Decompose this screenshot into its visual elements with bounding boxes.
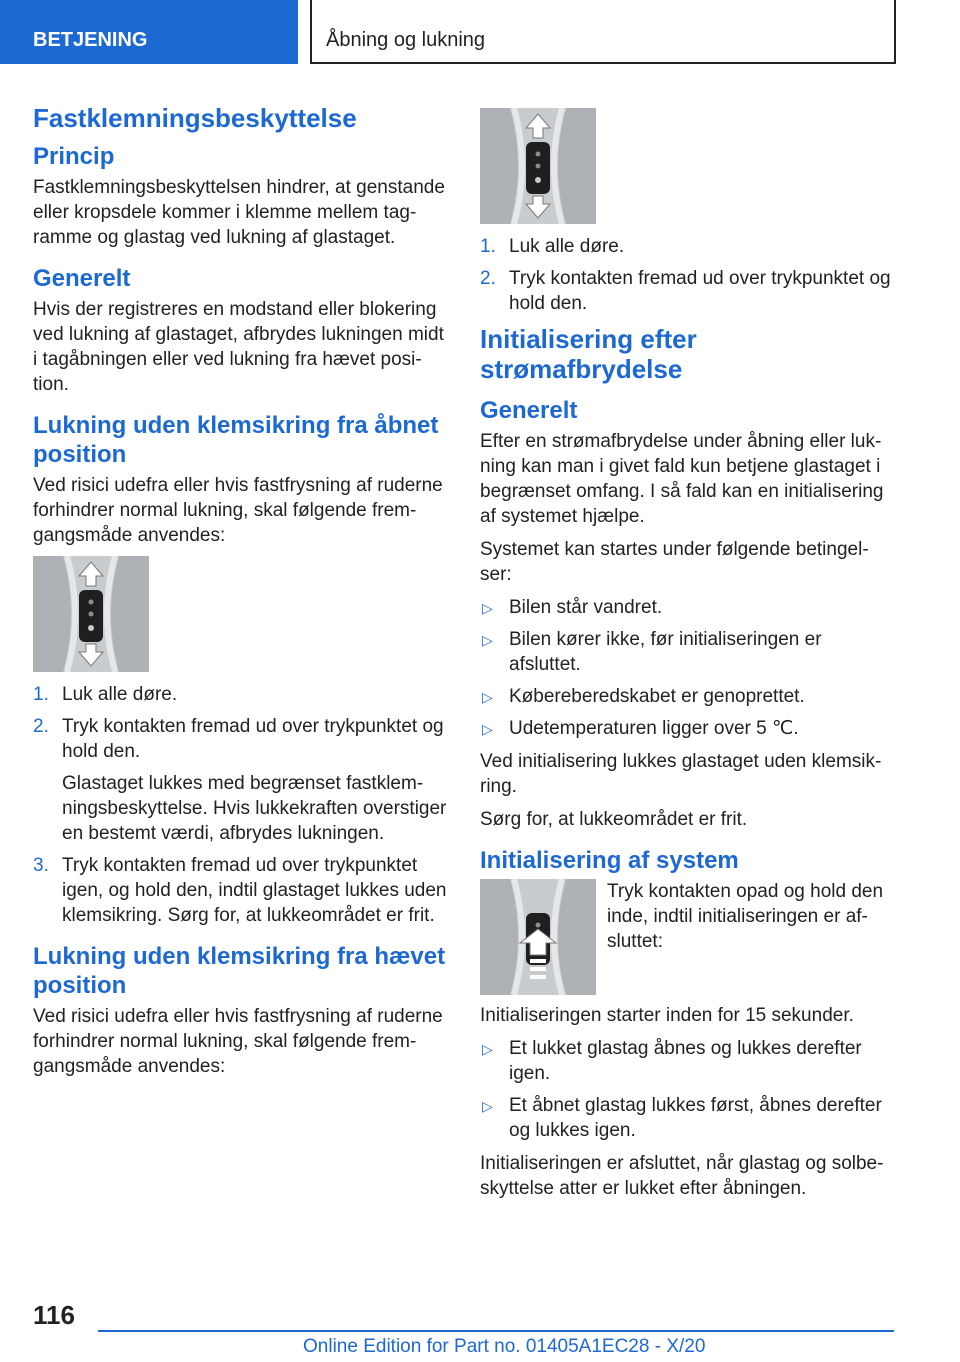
heading-initialisering: Initialisering efter strømafbrydelse <box>480 324 697 384</box>
header-title: Åbning og lukning <box>326 29 486 51</box>
text-generelt: Hvis der registreres en modstand eller blokering ved lukning af glastaget, afbrydes lukningen midt i tagåbningen eller ved lukning fra hævet posi-tion. <box>33 299 444 395</box>
triangle-bullet-icon: ▷ <box>482 721 493 737</box>
text-init-1: Ved initialisering lukkes glastaget uden klemsik-ring. <box>480 751 882 797</box>
list-item: 1. Luk alle døre. <box>33 684 178 705</box>
list-item: 2. Tryk kontakten fremad ud over trykpunktet og hold den. <box>480 268 891 314</box>
steps-haevet <box>480 234 898 316</box>
list-item: ▷ Bilen står vandret. <box>480 595 898 620</box>
text-generelt-1: Efter en strømafbrydelse under åbning eller luk-ning kan man i givet fald kun betjene glastaget i begrænset omfang. I så fald kan en initialisering af systemet hjælpe. <box>480 431 884 527</box>
right-column <box>480 108 898 1209</box>
list-item: ▷ Et lukket glastag åbnes og lukkes derefter igen. <box>482 1038 862 1084</box>
switch-forward-image <box>33 556 149 672</box>
list-item: 3. Tryk kontakten fremad ud over trykpunktet igen, og hold den, indtil glastaget lukkes uden klemsikring. Sørg for, at lukkeområdet er frit. <box>33 855 447 926</box>
heading-generelt-right: Generelt <box>480 397 578 424</box>
triangle-bullet-icon: ▷ <box>482 1041 493 1057</box>
heading-princip: Princip <box>33 143 115 170</box>
result-list <box>480 1036 898 1143</box>
list-item: ▷ Købereberedskabet er genoprettet. <box>480 684 898 709</box>
text-princip: Fastklemningsbeskyttelsen hindrer, at genstande eller kropsdele kommer i klemme mellem tag-ramme og glastag ved lukning af glastaget. <box>33 177 445 248</box>
text-starter: Initialiseringen starter inden for 15 sekunder. <box>480 1005 854 1026</box>
text-haevet-position: Ved risici udefra eller hvis fastfrysning af ruderne forhindrer normal lukning, skal følgende frem-gangsmåde anvendes: <box>33 1006 443 1077</box>
footer-edition: Online Edition for Part no. 01405A1EC28 - X/20 <box>303 1336 706 1357</box>
condition-list <box>480 595 898 741</box>
list-item: 2. Tryk kontakten fremad ud over trykpunktet og hold den. Glastaget lukkes med begrænset fastklem-ningsbeskyttelse. Hvis lukkekraften overstiger en bestemt værdi, afbrydes lukningen. <box>33 716 447 844</box>
list-item: ▷ Et åbnet glastag lukkes først, åbnes derefter og lukkes igen. <box>482 1095 882 1141</box>
heading-generelt: Generelt <box>33 265 131 292</box>
heading-aabnet-position: Lukning uden klemsikring fra åbnet position <box>33 412 439 468</box>
list-item: ▷ Udetemperaturen ligger over 5 ℃. <box>480 716 898 741</box>
text-init-2: Sørg for, at lukkeområdet er frit. <box>480 809 748 830</box>
heading-init-system: Initialisering af system <box>480 847 739 874</box>
steps-aabnet <box>33 682 451 928</box>
triangle-bullet-icon: ▷ <box>482 1098 493 1114</box>
init-system-block <box>480 879 898 995</box>
triangle-bullet-icon: ▷ <box>482 632 493 648</box>
list-item: 1. Luk alle døre. <box>480 236 625 257</box>
footer-rule <box>98 1330 894 1332</box>
triangle-bullet-icon: ▷ <box>482 600 493 616</box>
triangle-bullet-icon: ▷ <box>482 689 493 705</box>
heading-haevet-position: Lukning uden klemsikring fra hævet position <box>33 943 446 999</box>
text-init-system: Tryk kontakten opad og hold den inde, indtil initialiseringen er af-sluttet: <box>607 881 884 952</box>
page-number: 116 <box>33 1300 75 1330</box>
switch-up-image <box>480 879 596 995</box>
text-end: Initialiseringen er afsluttet, når glastag og solbe-skyttelse atter er lukket efter åbningen. <box>480 1153 884 1199</box>
switch-forward-image <box>480 108 596 224</box>
heading-main: Fastklemningsbeskyttelse <box>33 103 357 133</box>
list-item: ▷ Bilen kører ikke, før initialiseringen er afsluttet. <box>482 629 822 675</box>
left-column <box>33 102 451 1087</box>
text-aabnet-position: Ved risici udefra eller hvis fastfrysning af ruderne forhindrer normal lukning, skal følgende frem-gangsmåde anvendes: <box>33 475 443 546</box>
section-tab: BETJENING <box>0 0 298 64</box>
text-generelt-2: Systemet kan startes under følgende betingel-ser: <box>480 539 869 585</box>
